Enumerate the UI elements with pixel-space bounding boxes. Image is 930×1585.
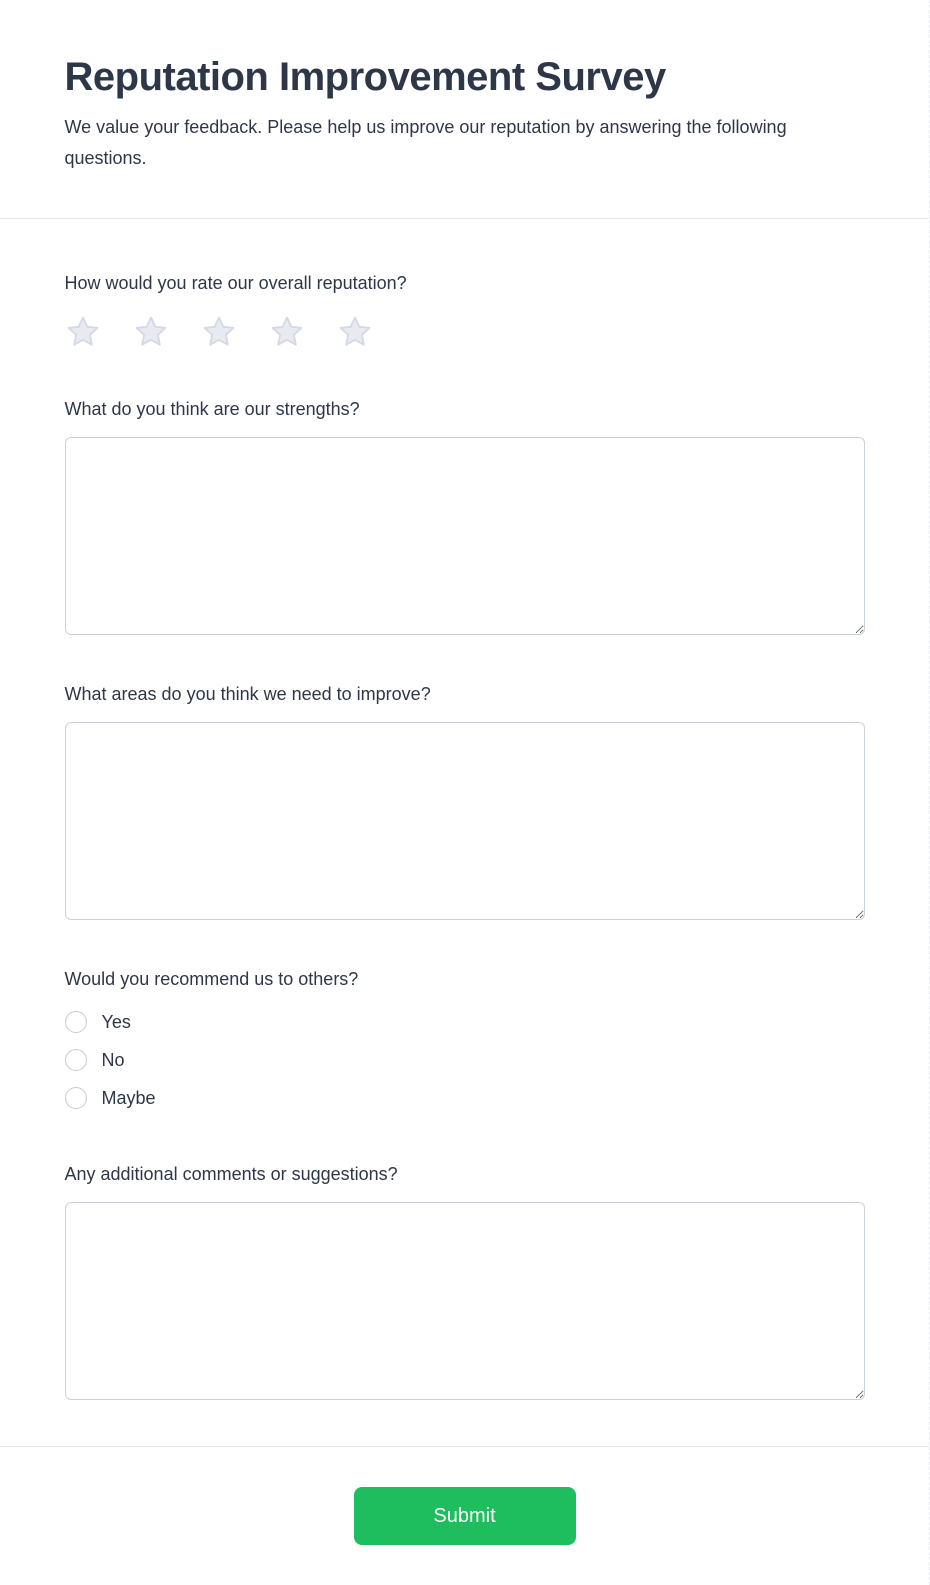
radio-option-maybe[interactable] [65,1087,865,1109]
question-label: Would you recommend us to others? [64,969,359,989]
star-icon[interactable] [201,314,237,350]
comments-textarea[interactable] [65,1202,865,1400]
radio-option-label: No [101,1050,125,1070]
radio-button-icon[interactable] [65,1087,87,1109]
page-subtitle: We value your feedback. Please help us improve our reputation by answering the following questions. [64,117,787,168]
radio-option-yes[interactable] [65,1011,865,1033]
star-icon[interactable] [269,314,305,350]
star-icon[interactable] [337,314,373,350]
page-title: Reputation Improvement Survey [64,55,666,99]
question-improve [65,683,865,920]
question-comments [65,1163,865,1400]
improve-textarea[interactable] [65,722,865,920]
radio-button-icon[interactable] [65,1011,87,1033]
radio-option-label: Yes [101,1012,131,1032]
question-label: What do you think are our strengths? [64,399,360,419]
survey-form [0,219,929,1447]
question-rating [65,272,865,350]
star-icon[interactable] [65,314,101,350]
star-rating [65,314,865,350]
survey-header [0,0,929,219]
radio-button-icon[interactable] [65,1049,87,1071]
recommend-radio-group [65,1011,865,1109]
strengths-textarea[interactable] [65,437,865,635]
radio-option-no[interactable] [65,1049,865,1071]
star-icon[interactable] [133,314,169,350]
question-recommend [65,968,865,1109]
question-strengths [65,398,865,635]
survey-footer [0,1447,929,1545]
radio-option-label: Maybe [101,1088,156,1108]
question-label: What areas do you think we need to improve? [64,684,431,704]
submit-button[interactable]: Submit [354,1487,576,1545]
question-label: Any additional comments or suggestions? [64,1164,398,1184]
question-label: How would you rate our overall reputation? [64,273,407,293]
